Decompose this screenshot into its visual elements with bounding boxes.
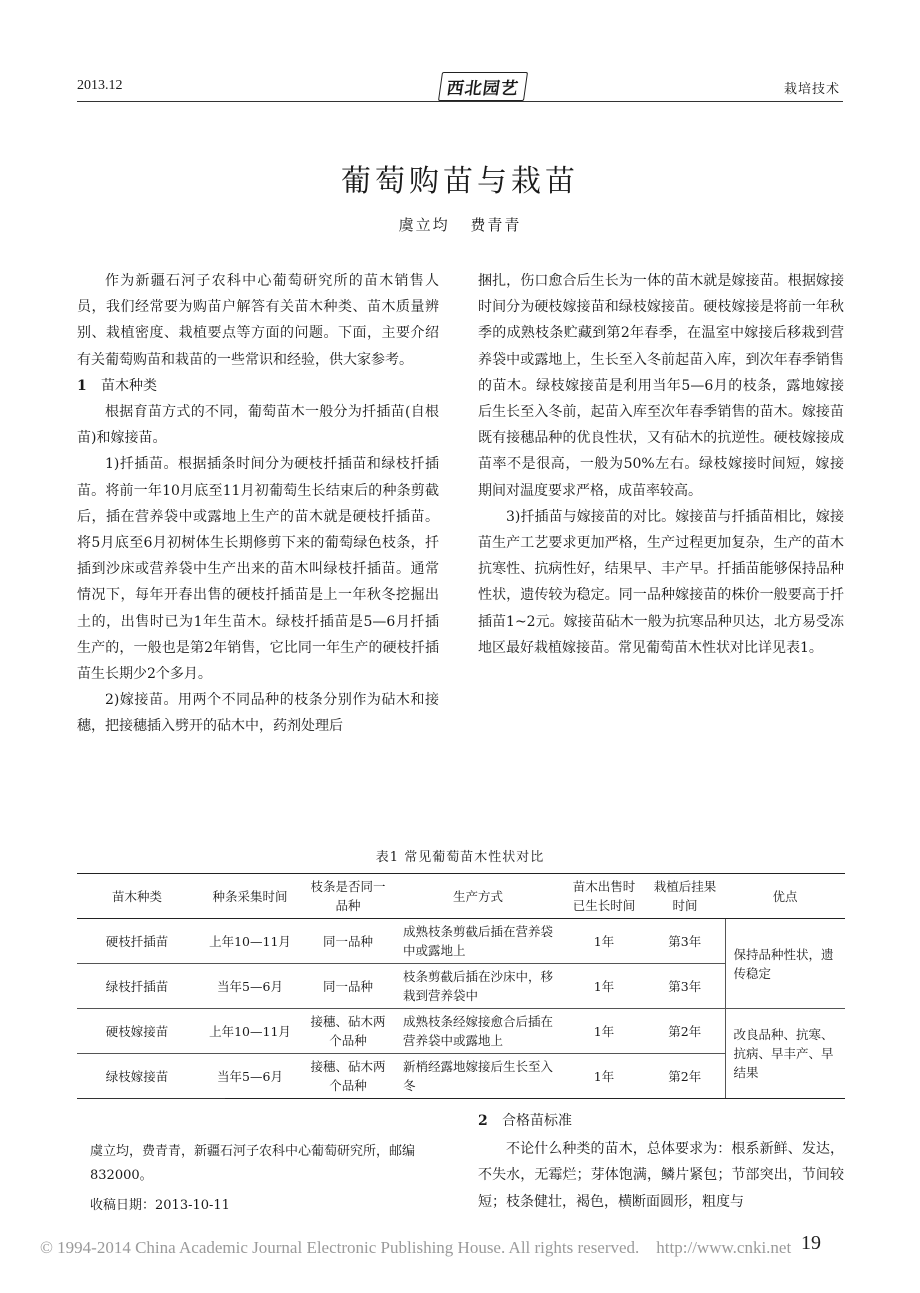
body-paragraph: 3)扦插苗与嫁接苗的对比。嫁接苗与扦插苗相比，嫁接苗生产工艺要求更加严格，生产过程更加复杂，生产的苗木抗寒性、抗病性好，结果早、丰产早。扦插苗能够保持品种性状，遗传较为稳定。同一品种嫁接苗的株价一般要高于扦插苗1~2元。嫁接苗砧木一般为抗寒品种贝达，北方易受冻地区最好栽植嫁接苗。常见葡萄苗木性状对比详见表1。	[478, 508, 844, 656]
table-cell: 第3年	[645, 919, 725, 964]
table-header-cell: 种条采集时间	[197, 874, 303, 919]
table-cell: 接穗、砧木两个品种	[303, 1054, 393, 1099]
left-column	[77, 268, 439, 740]
footnote-author-info: 虞立均，费青青，新疆石河子农科中心葡萄研究所，邮编832000。	[90, 1144, 416, 1183]
table-cell: 上年10—11月	[197, 1009, 303, 1054]
section-number: 2	[478, 1113, 488, 1129]
table-header-cell: 枝条是否同一品种	[303, 874, 393, 919]
section-title: 合格苗标准	[502, 1113, 572, 1129]
table-cell: 第2年	[645, 1009, 725, 1054]
intro-paragraph: 作为新疆石河子农科中心葡萄研究所的苗木销售人员，我们经常要为购苗户解答有关苗木种类、苗木质量辨别、栽植密度、栽植要点等方面的问题。下面，主要介绍有关葡萄购苗和栽苗的一些常识和经验，供大家参考。	[77, 273, 439, 368]
table-cell: 第3年	[645, 964, 725, 1009]
table-cell: 枝条剪截后插在沙床中，移栽到营养袋中	[393, 964, 563, 1009]
table-cell: 1年	[563, 1054, 645, 1099]
table-cell: 第2年	[645, 1054, 725, 1099]
body-paragraph: 2)嫁接苗。用两个不同品种的枝条分别作为砧木和接穗，把接穗插入劈开的砧木中，药剂处理后	[77, 692, 439, 735]
copyright-notice: © 1994-2014 China Academic Journal Electronic Publishing House. All rights reserved. http://www.cnki.net	[40, 1238, 792, 1257]
table-header-cell: 苗木种类	[77, 874, 197, 919]
table-cell: 绿枝扦插苗	[77, 964, 197, 1009]
header-rule	[77, 101, 843, 102]
table-cell: 1年	[563, 964, 645, 1009]
comparison-table	[77, 873, 845, 1099]
table-header-cell: 生产方式	[393, 874, 563, 919]
section-heading	[77, 373, 439, 399]
article-authors: 虞立均 费青青	[398, 216, 522, 234]
table-header-cell: 苗木出售时已生长时间	[563, 874, 645, 919]
section2-block	[478, 1108, 844, 1215]
right-column	[478, 268, 844, 661]
table-cell: 新梢经露地嫁接后生长至入冬	[393, 1054, 563, 1099]
journal-logo: 西北园艺	[438, 72, 528, 101]
table-cell: 绿枝嫁接苗	[77, 1054, 197, 1099]
table-cell: 当年5—6月	[197, 964, 303, 1009]
table-cell: 当年5—6月	[197, 1054, 303, 1099]
table-cell: 1年	[563, 1009, 645, 1054]
header-date: 2013.12	[77, 78, 123, 93]
table-header-cell: 栽植后挂果时间	[645, 874, 725, 919]
footnote-received-date: 收稿日期：2013-10-11	[90, 1198, 230, 1213]
header-section: 栽培技术	[783, 82, 840, 97]
body-paragraph: 不论什么种类的苗木，总体要求为：根系新鲜、发达，不失水，无霉烂；芽体饱满，鳞片紧包；节部突出，节间较短；枝条健壮，褐色，横断面圆形，粗度与	[478, 1141, 844, 1210]
page-number: 19	[801, 1232, 821, 1254]
table-row	[77, 1009, 845, 1054]
table-cell: 成熟枝条经嫁接愈合后插在营养袋中或露地上	[393, 1009, 563, 1054]
table-cell: 接穗、砧木两个品种	[303, 1009, 393, 1054]
table-cell: 上年10—11月	[197, 919, 303, 964]
table-row	[77, 919, 845, 964]
table-cell: 硬枝嫁接苗	[77, 1009, 197, 1054]
section-number: 1	[77, 377, 87, 394]
table-cell: 同一品种	[303, 964, 393, 1009]
table-cell: 成熟枝条剪截后插在营养袋中或露地上	[393, 919, 563, 964]
table-merit-cell: 改良品种、抗寒、抗病、早丰产、早结果	[725, 1009, 845, 1099]
section-title: 苗木种类	[101, 377, 157, 394]
table-cell: 1年	[563, 919, 645, 964]
table-cell: 硬枝扦插苗	[77, 919, 197, 964]
body-paragraph: 1)扦插苗。根据插条时间分为硬枝扦插苗和绿枝扦插苗。将前一年10月底至11月初葡萄生长结束后的种条剪截后，插在营养袋中或露地上生产的苗木就是硬枝扦插苗。将5月底至6月初树体生长期修剪下来的葡萄绿色枝条，扦插到沙床或营养袋中生产出来的苗木叫绿枝扦插苗。通常情况下，每年开春出售的硬枝扦插苗是上一年秋冬挖掘出土的，出售时已为1年生苗木。绿枝扦插苗是5—6月扦插生产的，一般也是第2年销售，它比同一年生产的硬枝扦插苗生长期少2个多月。	[77, 456, 439, 683]
table-merit-cell: 保持品种性状，遗传稳定	[725, 919, 845, 1009]
table-header-row	[77, 874, 845, 919]
footnote-rule	[77, 1098, 225, 1099]
section-heading	[478, 1108, 844, 1134]
body-paragraph: 捆扎，伤口愈合后生长为一体的苗木就是嫁接苗。根据嫁接时间分为硬枝嫁接苗和绿枝嫁接苗。硬枝嫁接是将前一年秋季的成熟枝条贮藏到第2年春季，在温室中嫁接后移栽到营养袋中或露地上，生长至入冬前起苗入库，到次年春季销售的苗木。绿枝嫁接苗是利用当年5—6月的枝条，露地嫁接后生长至入冬前，起苗入库至次年春季销售的苗木。嫁接苗既有接穗品种的优良性状，又有砧木的抗逆性。硬枝嫁接成苗率不是很高，一般为50%左右。绿枝嫁接时间短，嫁接期间对温度要求严格，成苗率较高。	[478, 273, 844, 499]
article-title: 葡萄购苗与栽苗	[341, 164, 579, 199]
table-cell: 同一品种	[303, 919, 393, 964]
body-paragraph: 根据育苗方式的不同，葡萄苗木一般分为扦插苗(自根苗)和嫁接苗。	[77, 404, 439, 447]
table-caption: 表1 常见葡萄苗木性状对比	[375, 850, 545, 865]
table-header-cell: 优点	[725, 874, 845, 919]
